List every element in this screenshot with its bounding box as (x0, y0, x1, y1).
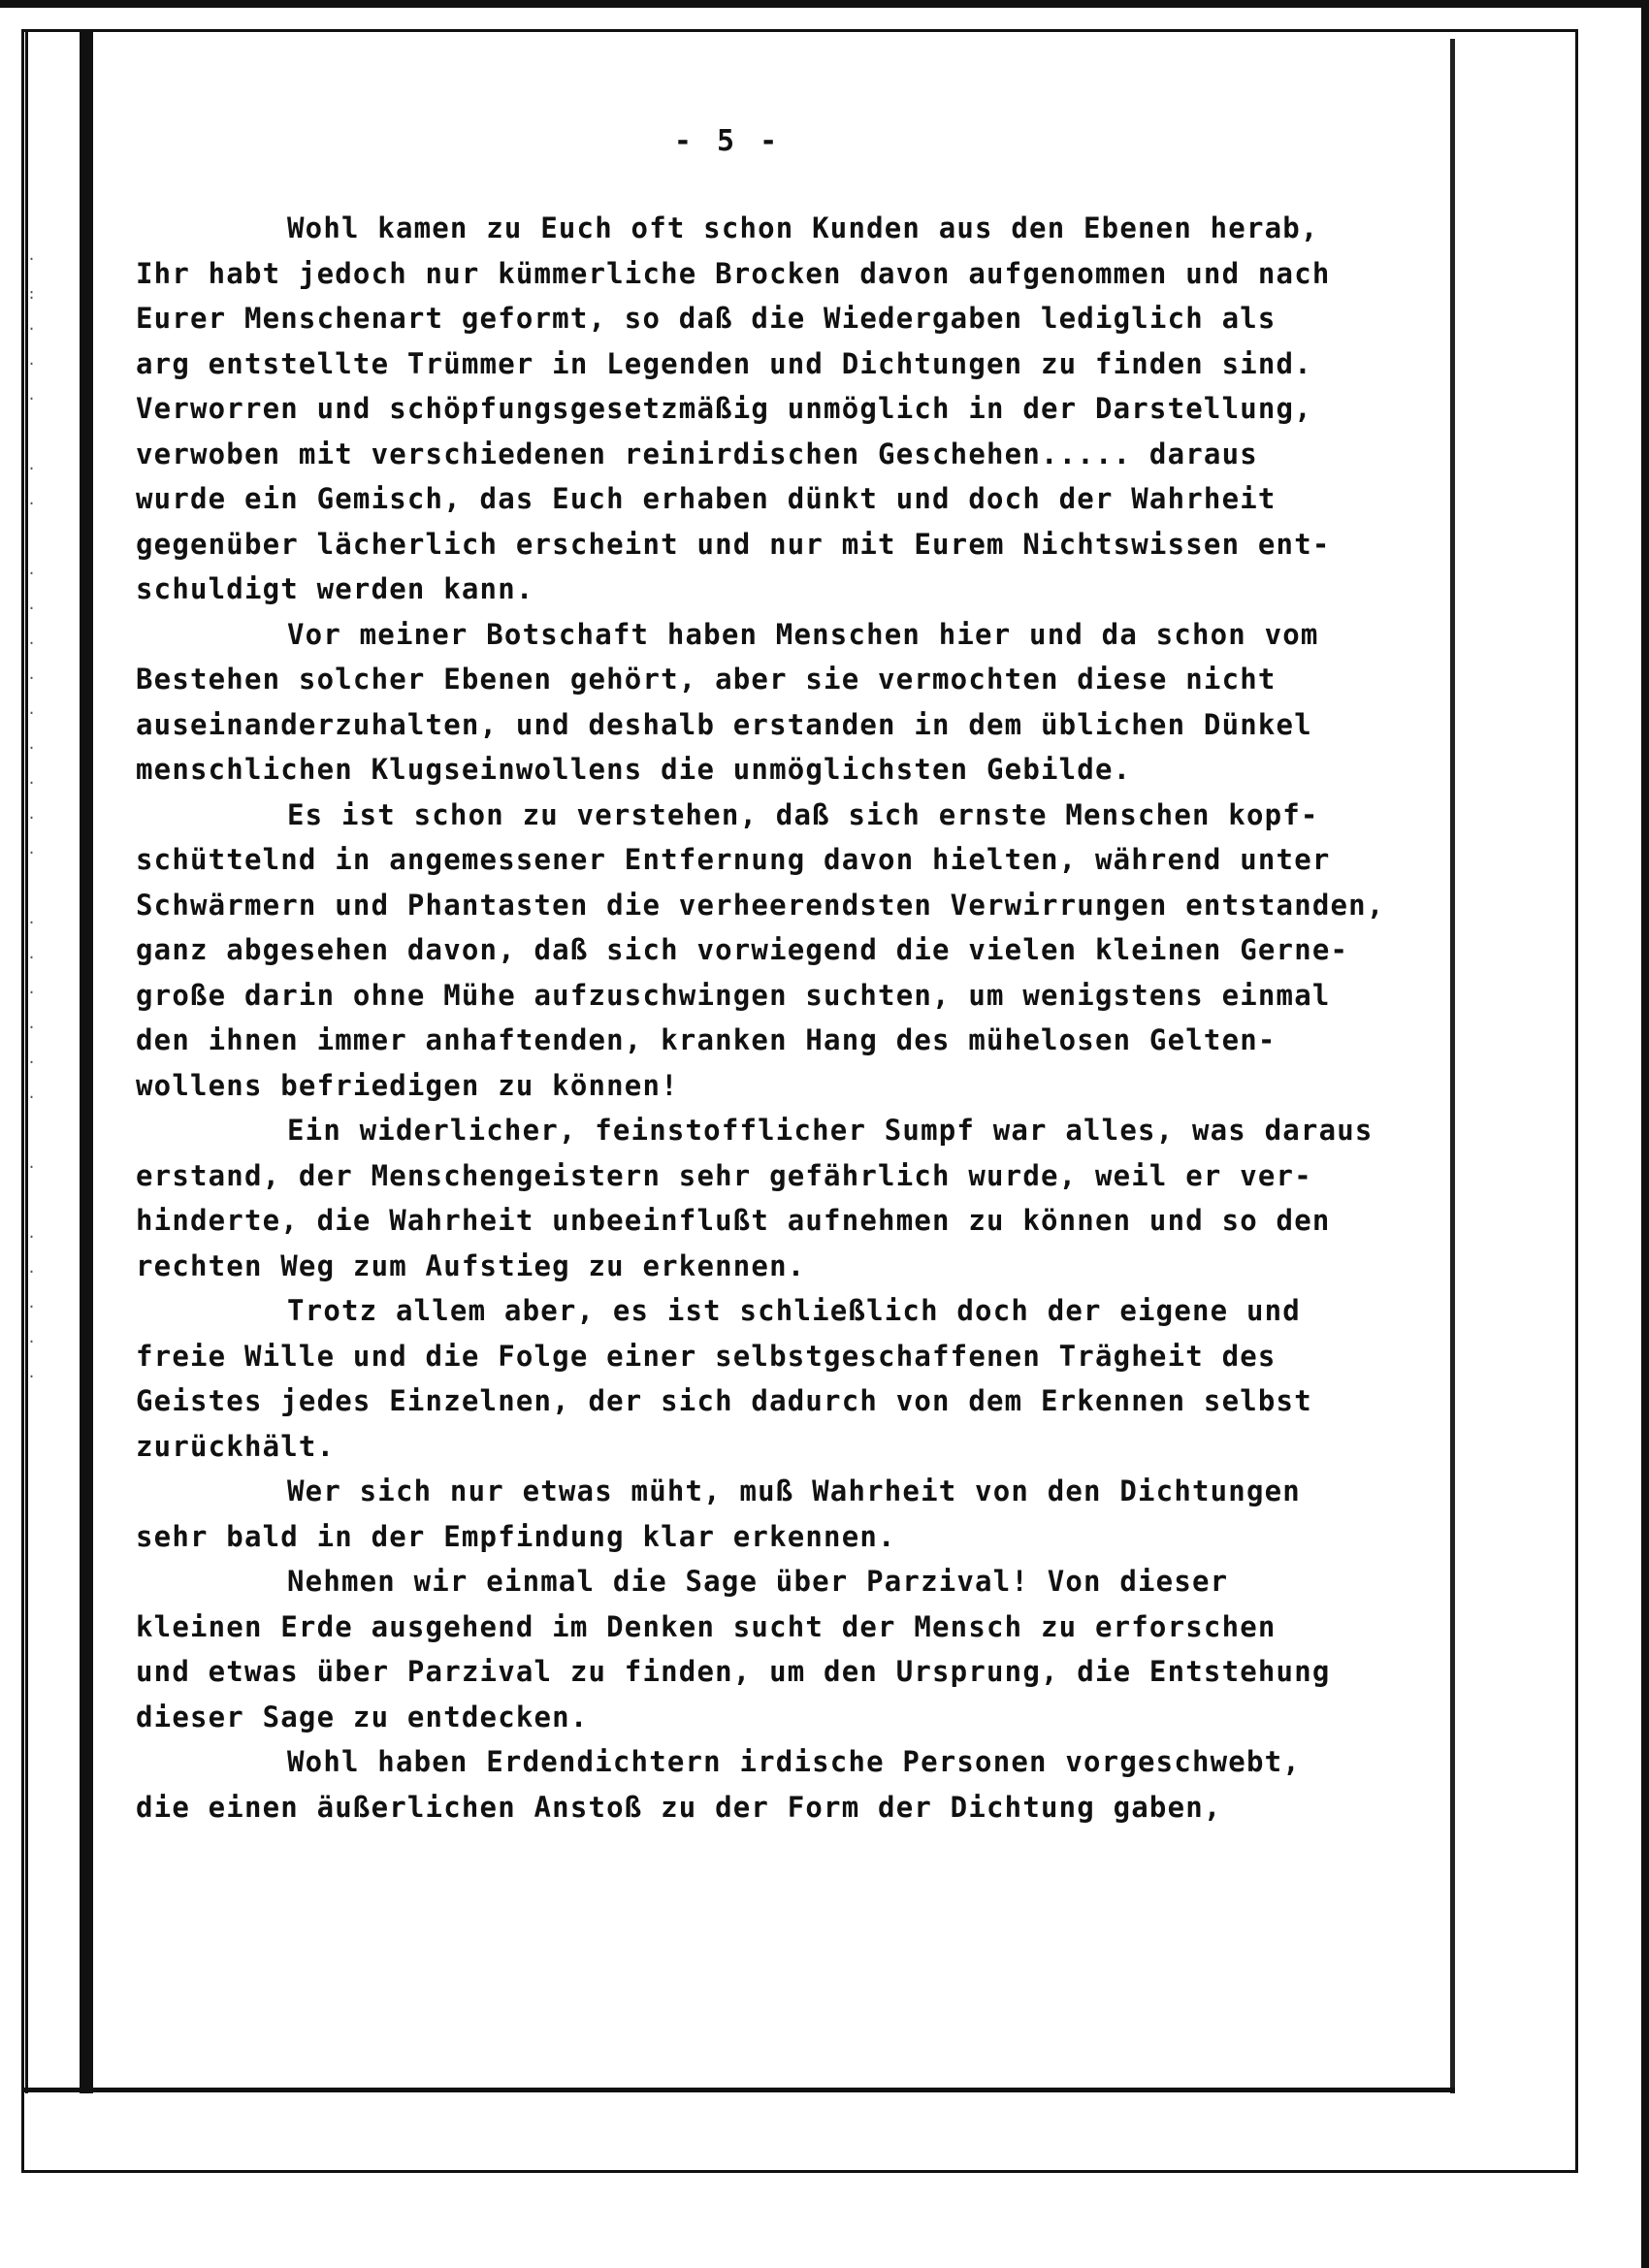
text-line: menschlichen Klugseinwollens die unmöglichsten Gebilde. (136, 753, 1132, 786)
page-binding-bar (80, 29, 93, 2093)
margin-noise: · : · · · · · · · · · · · · · · · · · · · · · · · · · · (27, 250, 37, 1385)
text-line: zurückhält. (136, 1429, 336, 1463)
text-line: Eurer Menschenart geformt, so daß die Wiedergaben lediglich als (136, 302, 1277, 335)
scan-right-edge (1641, 0, 1649, 2268)
page-number: - 5 - (673, 124, 782, 158)
text-line: und etwas über Parzival zu finden, um den Ursprung, die Entstehung (136, 1655, 1331, 1688)
scan-top-edge (0, 0, 1649, 8)
text-line: Wer sich nur etwas müht, muß Wahrheit von den Dichtungen (287, 1474, 1301, 1507)
text-line: Nehmen wir einmal die Sage über Parzival! Von dieser (287, 1565, 1229, 1598)
text-line: rechten Weg zum Aufstieg zu erkennen. (136, 1248, 806, 1282)
text-line: gegenüber lächerlich erscheint und nur mit Eurem Nichtswissen ent- (136, 527, 1331, 561)
text-line: erstand, der Menschengeistern sehr gefährlich wurde, weil er ver- (136, 1158, 1312, 1192)
text-line: Es ist schon zu verstehen, daß sich ernste Menschen kopf- (287, 797, 1319, 831)
text-line: große darin ohne Mühe aufzuschwingen suchten, um wenigstens einmal (136, 978, 1331, 1012)
text-line: wurde ein Gemisch, das Euch erhaben dünkt und doch der Wahrheit (136, 482, 1277, 515)
text-line: den ihnen immer anhaftenden, kranken Hang des mühelosen Gelten- (136, 1023, 1277, 1056)
text-line: Bestehen solcher Ebenen gehört, aber sie vermochten diese nicht (136, 663, 1277, 696)
text-line: Ein widerlicher, feinstofflicher Sumpf war alles, was daraus (287, 1114, 1374, 1147)
text-line: die einen äußerlichen Anstoß zu der Form der Dichtung gaben, (136, 1790, 1222, 1824)
text-line: freie Wille und die Folge einer selbstgeschaffenen Trägheit des (136, 1339, 1277, 1373)
text-line: schüttelnd in angemessener Entfernung davon hielten, während unter (136, 843, 1331, 876)
text-line: auseinanderzuhalten, und deshalb erstanden in dem üblichen Dünkel (136, 707, 1312, 741)
text-line: hinderte, die Wahrheit unbeeinflußt aufnehmen zu können und so den (136, 1204, 1331, 1237)
text-line: Schwärmern und Phantasten die verheerendsten Verwirrungen entstanden, (136, 888, 1385, 922)
text-line: dieser Sage zu entdecken. (136, 1700, 589, 1733)
text-line: ganz abgesehen davon, daß sich vorwiegend die vielen kleinen Gerne- (136, 933, 1349, 966)
text-line: verwoben mit verschiedenen reinirdischen Geschehen..... daraus (136, 437, 1258, 470)
text-line: Trotz allem aber, es ist schließlich doch der eigene und (287, 1294, 1301, 1327)
page-right-rule (1450, 39, 1455, 2093)
page-bottom-rule (21, 2088, 1455, 2092)
text-line: Vor meiner Botschaft haben Menschen hier und da schon vom (287, 617, 1319, 651)
text-line: kleinen Erde ausgehend im Denken sucht der Mensch zu erforschen (136, 1609, 1277, 1643)
text-line: Verworren und schöpfungsgesetzmäßig unmöglich in der Darstellung, (136, 392, 1312, 425)
text-line: Wohl kamen zu Euch oft schon Kunden aus den Ebenen herab, (287, 211, 1319, 244)
text-line: wollens befriedigen zu können! (136, 1068, 679, 1102)
text-line: sehr bald in der Empfindung klar erkennen. (136, 1519, 896, 1553)
text-line: Wohl haben Erdendichtern irdische Personen vorgeschwebt, (287, 1745, 1301, 1778)
text-line: Geistes jedes Einzelnen, der sich dadurch von dem Erkennen selbst (136, 1384, 1312, 1417)
text-line: Ihr habt jedoch nur kümmerliche Brocken davon aufgenommen und nach (136, 256, 1331, 290)
document-body (136, 206, 1406, 1830)
text-line: arg entstellte Trümmer in Legenden und Dichtungen zu finden sind. (136, 346, 1312, 380)
text-line: schuldigt werden kann. (136, 572, 534, 605)
